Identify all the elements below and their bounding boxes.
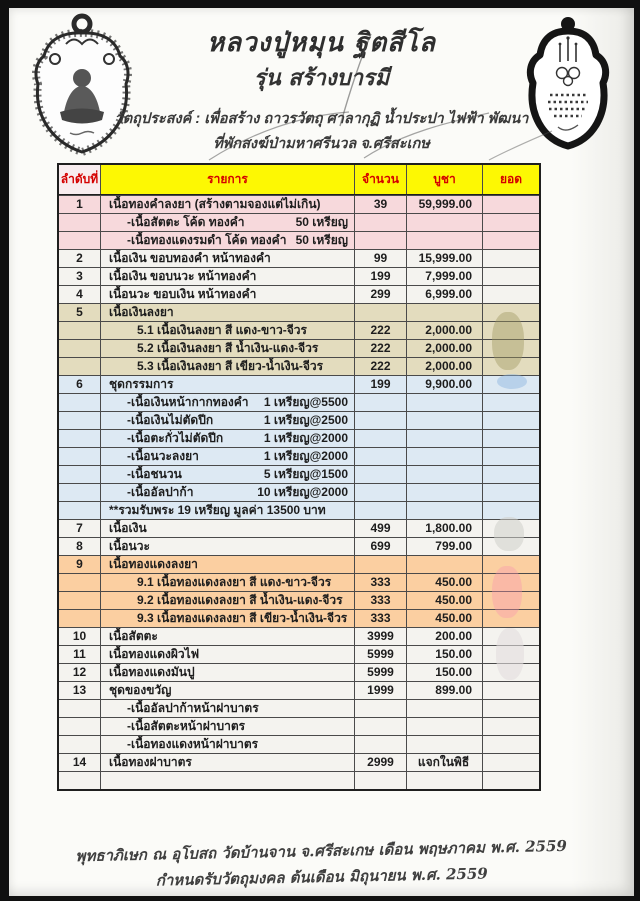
row-quantity [354, 466, 406, 483]
col-header-item: รายการ [100, 165, 354, 194]
table-row [59, 483, 539, 501]
row-quantity [354, 394, 406, 411]
row-total [482, 610, 539, 627]
row-price: 7,999.00 [406, 268, 482, 285]
scanned-document-page [9, 8, 634, 896]
row-item [100, 196, 354, 213]
table-row [59, 699, 539, 717]
row-total [482, 394, 539, 411]
item-description: เนื้อนวะ ขอบเงิน หน้าทองคำ [109, 287, 257, 301]
row-total [482, 556, 539, 573]
table-row [59, 375, 539, 393]
purpose-line: วัตถุประสงค์ : เพื่อสร้าง ถาวรวัตถุ ศาลากุฏิ น้ำประปา ไฟฟ้า พัฒนา [114, 111, 529, 127]
table-row [59, 555, 539, 573]
table-row [59, 321, 539, 339]
col-header-index: ลำดับที่ [59, 165, 100, 194]
row-price [406, 394, 482, 411]
row-item [100, 250, 354, 267]
row-quantity: 1999 [354, 682, 406, 699]
table-header-row [59, 165, 539, 195]
row-total [482, 196, 539, 213]
row-total [482, 754, 539, 771]
table-row [59, 591, 539, 609]
item-description: 5.3 เนื้อเงินลงยา สี เขียว-น้ำเงิน-จีวร [137, 359, 324, 373]
row-index: 8 [76, 539, 83, 553]
row-total [482, 628, 539, 645]
row-item [100, 412, 354, 429]
item-note: 1 เหรียญ@5500 [263, 395, 348, 409]
item-note: 1 เหรียญ@2500 [263, 413, 348, 427]
row-item [100, 556, 354, 573]
row-price: 799.00 [406, 538, 482, 555]
row-item [100, 466, 354, 483]
row-index [59, 484, 100, 501]
row-item [100, 736, 354, 753]
row-price: 6,999.00 [406, 286, 482, 303]
item-note: 50 เหรียญ [295, 233, 348, 247]
item-note: 1 เหรียญ@2000 [263, 449, 348, 463]
item-description: 9.2 เนื้อทองแดงลงยา สี น้ำเงิน-แดง-จีวร [137, 593, 343, 607]
row-quantity [354, 304, 406, 321]
row-total [482, 772, 539, 789]
table-body [59, 195, 539, 789]
row-index [59, 448, 100, 465]
row-index: 13 [72, 683, 87, 697]
item-description: -เนื้อตะกั่วไม่ตัดปีก [127, 431, 224, 445]
table-row [59, 267, 539, 285]
row-quantity: 3999 [354, 628, 406, 645]
row-price [406, 448, 482, 465]
table-row [59, 213, 539, 231]
row-index [59, 772, 100, 789]
row-price [406, 484, 482, 501]
row-quantity: 199 [354, 268, 406, 285]
table-row [59, 735, 539, 753]
row-price: 9,900.00 [406, 376, 482, 393]
row-total [482, 646, 539, 663]
row-quantity [354, 430, 406, 447]
row-quantity: 199 [354, 376, 406, 393]
row-index: 10 [72, 629, 87, 643]
row-item [100, 682, 354, 699]
row-item [100, 286, 354, 303]
row-quantity [354, 700, 406, 717]
row-total [482, 214, 539, 231]
row-total [482, 268, 539, 285]
row-price: 2,000.00 [406, 322, 482, 339]
row-item [100, 610, 354, 627]
row-price: 150.00 [406, 664, 482, 681]
row-index [59, 214, 100, 231]
item-note: 5 เหรียญ@1500 [263, 467, 348, 481]
row-price: 1,800.00 [406, 520, 482, 537]
row-index: 9 [76, 557, 83, 571]
row-item [100, 754, 354, 771]
table-row [59, 303, 539, 321]
table-row [59, 447, 539, 465]
row-item [100, 538, 354, 555]
row-index [59, 394, 100, 411]
row-price: 450.00 [406, 610, 482, 627]
row-total [482, 232, 539, 249]
row-item [100, 484, 354, 501]
item-description: -เนื้อนวะลงยา [127, 449, 199, 463]
item-description: ชุดของขวัญ [109, 683, 172, 697]
row-index [59, 232, 100, 249]
row-quantity: 222 [354, 322, 406, 339]
row-quantity [354, 736, 406, 753]
row-item [100, 664, 354, 681]
row-total [482, 304, 539, 321]
row-index [59, 700, 100, 717]
row-price [406, 556, 482, 573]
item-description: -เนื้ออัลปาก้าหน้าฝาบาตร [127, 701, 259, 715]
item-description: -เนื้ออัลปาก้า [127, 485, 194, 499]
row-price [406, 232, 482, 249]
row-item [100, 628, 354, 645]
table-row [59, 357, 539, 375]
row-index: 11 [73, 647, 86, 661]
row-index [59, 340, 100, 357]
table-row [59, 411, 539, 429]
row-total [482, 682, 539, 699]
item-description: -เนื้อชนวน [127, 467, 182, 481]
col-header-total: ยอด [482, 165, 539, 194]
item-description: -เนื้อเงินไม่ตัดปีก [127, 413, 214, 427]
row-item [100, 520, 354, 537]
row-price: แจกในพิธี [406, 754, 482, 771]
row-price: 450.00 [406, 574, 482, 591]
row-index: 2 [76, 251, 83, 265]
row-item [100, 772, 354, 789]
table-row [59, 393, 539, 411]
item-description: -เนื้อสัตตะหน้าฝาบาตร [127, 719, 246, 733]
row-price [406, 466, 482, 483]
document-footer [9, 831, 635, 896]
item-description: เนื้อทองคำลงยา (สร้างตามจองแต่ไม่เกิน) [109, 197, 321, 211]
row-total [482, 412, 539, 429]
row-price [406, 214, 482, 231]
item-note: 10 เหรียญ@2000 [257, 485, 348, 499]
row-item [100, 646, 354, 663]
row-total [482, 340, 539, 357]
row-price [406, 412, 482, 429]
table-row [59, 195, 539, 213]
row-price: 450.00 [406, 592, 482, 609]
row-price [406, 430, 482, 447]
row-price: 2,000.00 [406, 358, 482, 375]
item-description: 9.3 เนื้อทองแดงลงยา สี เขียว-น้ำเงิน-จีวร [137, 611, 348, 625]
row-index [59, 718, 100, 735]
item-description: เนื้อทองแดงมันปู [109, 665, 195, 679]
row-item [100, 574, 354, 591]
table-row [59, 609, 539, 627]
row-quantity: 699 [354, 538, 406, 555]
item-description: -เนื้อเงินหน้ากากทองคำ [127, 395, 249, 409]
row-index [59, 322, 100, 339]
row-quantity: 333 [354, 610, 406, 627]
item-description: เนื้อเงิน [109, 521, 147, 535]
table-row [59, 339, 539, 357]
table-row [59, 429, 539, 447]
table-row [59, 573, 539, 591]
row-quantity [354, 502, 406, 519]
table-row [59, 627, 539, 645]
row-total [482, 466, 539, 483]
row-total [482, 736, 539, 753]
row-index: 12 [72, 665, 87, 679]
row-quantity: 333 [354, 592, 406, 609]
item-description: -เนื้อทองแดงหน้าฝาบาตร [127, 737, 259, 751]
row-quantity: 333 [354, 574, 406, 591]
row-item [100, 268, 354, 285]
row-total [482, 574, 539, 591]
row-item [100, 502, 354, 519]
item-description: 5.1 เนื้อเงินลงยา สี แดง-ขาว-จีวร [137, 323, 307, 337]
row-price: 2,000.00 [406, 340, 482, 357]
row-quantity: 299 [354, 286, 406, 303]
row-item [100, 376, 354, 393]
edition-subtitle: รุ่น สร้างบารมี [253, 65, 390, 91]
row-price: 899.00 [406, 682, 482, 699]
row-item [100, 340, 354, 357]
row-quantity [354, 718, 406, 735]
row-item [100, 448, 354, 465]
row-item [100, 718, 354, 735]
row-total [482, 700, 539, 717]
row-index: 14 [72, 755, 87, 769]
row-price [406, 502, 482, 519]
row-index [59, 592, 100, 609]
row-quantity [354, 484, 406, 501]
row-item [100, 232, 354, 249]
row-price [406, 718, 482, 735]
item-description: ชุดกรรมการ [109, 377, 174, 391]
row-quantity: 222 [354, 340, 406, 357]
row-total [482, 538, 539, 555]
item-description: เนื้อสัตตะ [109, 629, 158, 643]
row-index: 5 [76, 305, 83, 319]
location-line: ที่พักสงฆ์ป่ามหาศรีนวล จ.ศรีสะเกษ [213, 136, 430, 152]
table-row [59, 645, 539, 663]
row-quantity: 2999 [354, 754, 406, 771]
row-total [482, 358, 539, 375]
row-index [59, 502, 100, 519]
row-total [482, 448, 539, 465]
row-index [59, 430, 100, 447]
table-row [59, 663, 539, 681]
item-description: -เนื้อทองแดงรมดำ โค้ด ทองคำ [127, 233, 287, 247]
col-header-price: บูชา [406, 165, 482, 194]
price-list-table [57, 163, 541, 791]
item-description: เนื้อทองแดงลงยา [109, 557, 198, 571]
table-row [59, 681, 539, 699]
row-total [482, 376, 539, 393]
row-index: 4 [76, 287, 83, 301]
row-item [100, 430, 354, 447]
row-index: 3 [76, 269, 83, 283]
row-price: 200.00 [406, 628, 482, 645]
table-row [59, 501, 539, 519]
row-price [406, 304, 482, 321]
row-quantity: 499 [354, 520, 406, 537]
row-total [482, 664, 539, 681]
item-description: เนื้อเงิน ขอบนวะ หน้าทองคำ [109, 269, 257, 283]
table-row [59, 249, 539, 267]
row-index [59, 610, 100, 627]
row-price [406, 700, 482, 717]
document-header [9, 8, 634, 168]
row-quantity: 99 [354, 250, 406, 267]
row-quantity [354, 556, 406, 573]
row-total [482, 520, 539, 537]
item-description: เนื้อเงินลงยา [109, 305, 174, 319]
row-total [482, 502, 539, 519]
row-index: 7 [76, 521, 83, 535]
ceremony-line: พุทธาภิเษก ณ อุโบสถ วัดบ้านจาน จ.ศรีสะเกษ เดือน พฤษภาคม พ.ศ. 2559 [75, 836, 568, 866]
row-item [100, 700, 354, 717]
item-description: เนื้อนวะ [109, 539, 150, 553]
row-quantity [354, 448, 406, 465]
table-row [59, 519, 539, 537]
row-total [482, 592, 539, 609]
row-total [482, 250, 539, 267]
item-description: เนื้อทองแดงผิวไฟ [109, 647, 200, 661]
item-description: เนื้อเงิน ขอบทองคำ หน้าทองคำ [109, 251, 271, 265]
row-quantity: 5999 [354, 646, 406, 663]
item-note: 50 เหรียญ [295, 215, 348, 229]
row-index: 6 [76, 377, 83, 391]
row-index: 1 [76, 197, 83, 211]
item-description: 5.2 เนื้อเงินลงยา สี น้ำเงิน-แดง-จีวร [137, 341, 319, 355]
row-price [406, 736, 482, 753]
row-total [482, 718, 539, 735]
row-index [59, 412, 100, 429]
item-note: 1 เหรียญ@2000 [263, 431, 348, 445]
table-row [59, 465, 539, 483]
item-description: -เนื้อสัตตะ โค้ด ทองคำ [127, 215, 245, 229]
row-total [482, 430, 539, 447]
table-row [59, 717, 539, 735]
row-index [59, 358, 100, 375]
row-total [482, 484, 539, 501]
row-total [482, 286, 539, 303]
delivery-line: กำหนดรับวัตถุมงคล ต้นเดือน มิถุนายน พ.ศ. 2559 [155, 864, 488, 890]
row-price: 59,999.00 [406, 196, 482, 213]
table-row [59, 753, 539, 771]
row-item [100, 304, 354, 321]
row-item [100, 358, 354, 375]
table-row [59, 537, 539, 555]
row-index [59, 574, 100, 591]
row-quantity: 39 [354, 196, 406, 213]
item-description: เนื้อทองฝาบาตร [109, 755, 192, 769]
row-item [100, 394, 354, 411]
row-quantity [354, 412, 406, 429]
row-item [100, 214, 354, 231]
row-price: 15,999.00 [406, 250, 482, 267]
table-row [59, 231, 539, 249]
page-title: หลวงปู่หมุน ฐิตสีโล [207, 28, 436, 58]
row-quantity [354, 772, 406, 789]
table-row [59, 285, 539, 303]
row-quantity: 5999 [354, 664, 406, 681]
row-price [406, 772, 482, 789]
row-total [482, 322, 539, 339]
row-item [100, 322, 354, 339]
row-price: 150.00 [406, 646, 482, 663]
item-description: 9.1 เนื้อทองแดงลงยา สี แดง-ขาว-จีวร [137, 575, 332, 589]
row-quantity: 222 [354, 358, 406, 375]
row-quantity [354, 232, 406, 249]
row-index [59, 736, 100, 753]
row-quantity [354, 214, 406, 231]
table-row [59, 771, 539, 789]
row-item [100, 592, 354, 609]
col-header-quantity: จำนวน [354, 165, 406, 194]
row-index [59, 466, 100, 483]
item-description: **รวมรับพระ 19 เหรียญ มูลค่า 13500 บาท [109, 503, 326, 517]
